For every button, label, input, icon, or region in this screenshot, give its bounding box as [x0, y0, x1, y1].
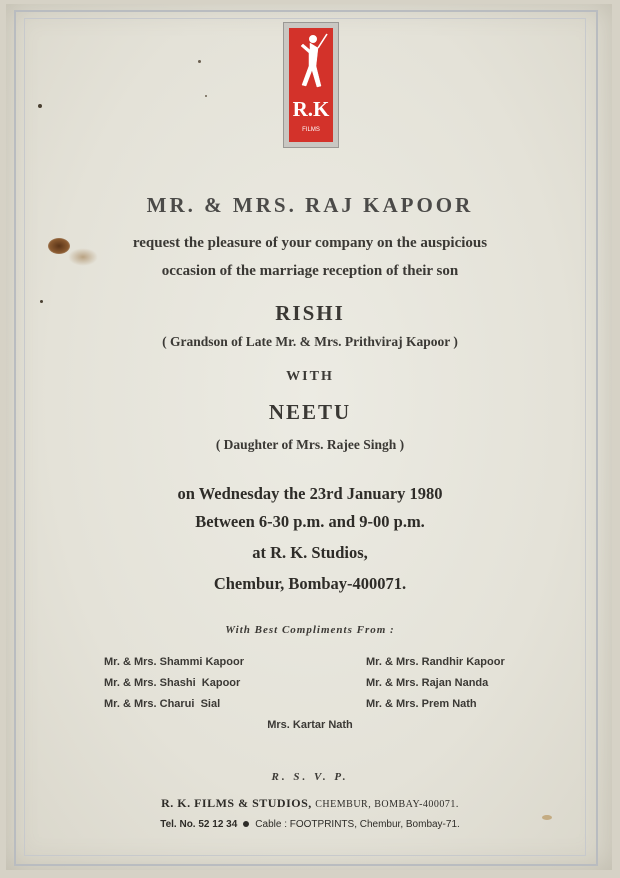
compliment-name: Mr. & Mrs. Charui Sial — [104, 698, 221, 710]
compliment-name: Mr. & Mrs. Shashi Kapoor — [104, 677, 241, 689]
speck — [198, 60, 201, 63]
compliments-heading: With Best Compliments From : — [225, 624, 395, 636]
svg-text:R.K: R.K — [292, 97, 330, 121]
request-line-1: request the pleasure of your company on the auspicious — [132, 235, 488, 251]
venue-line-1: at R. K. Studios, — [252, 543, 368, 562]
telephone-number: Tel. No. 52 12 34 — [160, 819, 238, 830]
logo-emblem-icon — [289, 28, 333, 142]
compliment-name: Mr. & Mrs. Randhir Kapoor — [366, 656, 505, 668]
groom-relation: ( Grandson of Late Mr. & Mrs. Prithviraj Kapoor ) — [162, 334, 458, 349]
time-line: Between 6-30 p.m. and 9-00 p.m. — [195, 512, 425, 531]
bride-relation: ( Daughter of Mrs. Rajee Singh ) — [215, 437, 405, 452]
rsvp-label: R. S. V. P. — [271, 771, 349, 783]
contact-line — [0, 819, 620, 830]
svg-text:FILMS: FILMS — [302, 127, 320, 133]
venue-line-2: Chembur, Bombay-400071. — [213, 574, 407, 593]
studio-address: CHEMBUR, BOMBAY-400071. — [315, 799, 459, 810]
with-connector: WITH — [286, 369, 334, 384]
bullet-icon — [243, 821, 249, 827]
compliment-name: Mr. & Mrs. Rajan Nanda — [366, 677, 489, 689]
date-line: on Wednesday the 23rd January 1980 — [177, 484, 443, 503]
speck — [205, 95, 207, 97]
bride-name: NEETU — [268, 400, 352, 424]
groom-name: RISHI — [275, 301, 345, 325]
studio-name: R. K. FILMS & STUDIOS, — [161, 796, 312, 810]
compliment-name: Mrs. Kartar Nath — [267, 719, 353, 731]
request-line-2: occasion of the marriage reception of their son — [161, 263, 459, 279]
speck — [38, 104, 42, 108]
compliment-name: Mr. & Mrs. Shammi Kapoor — [104, 656, 244, 668]
hosts-heading: MR. & MRS. RAJ KAPOOR — [146, 193, 474, 217]
studio-address-line — [0, 796, 620, 811]
rk-films-logo — [283, 22, 339, 148]
cable-address: Cable : FOOTPRINTS, Chembur, Bombay-71. — [255, 819, 460, 830]
compliment-name: Mr. & Mrs. Prem Nath — [366, 698, 477, 710]
